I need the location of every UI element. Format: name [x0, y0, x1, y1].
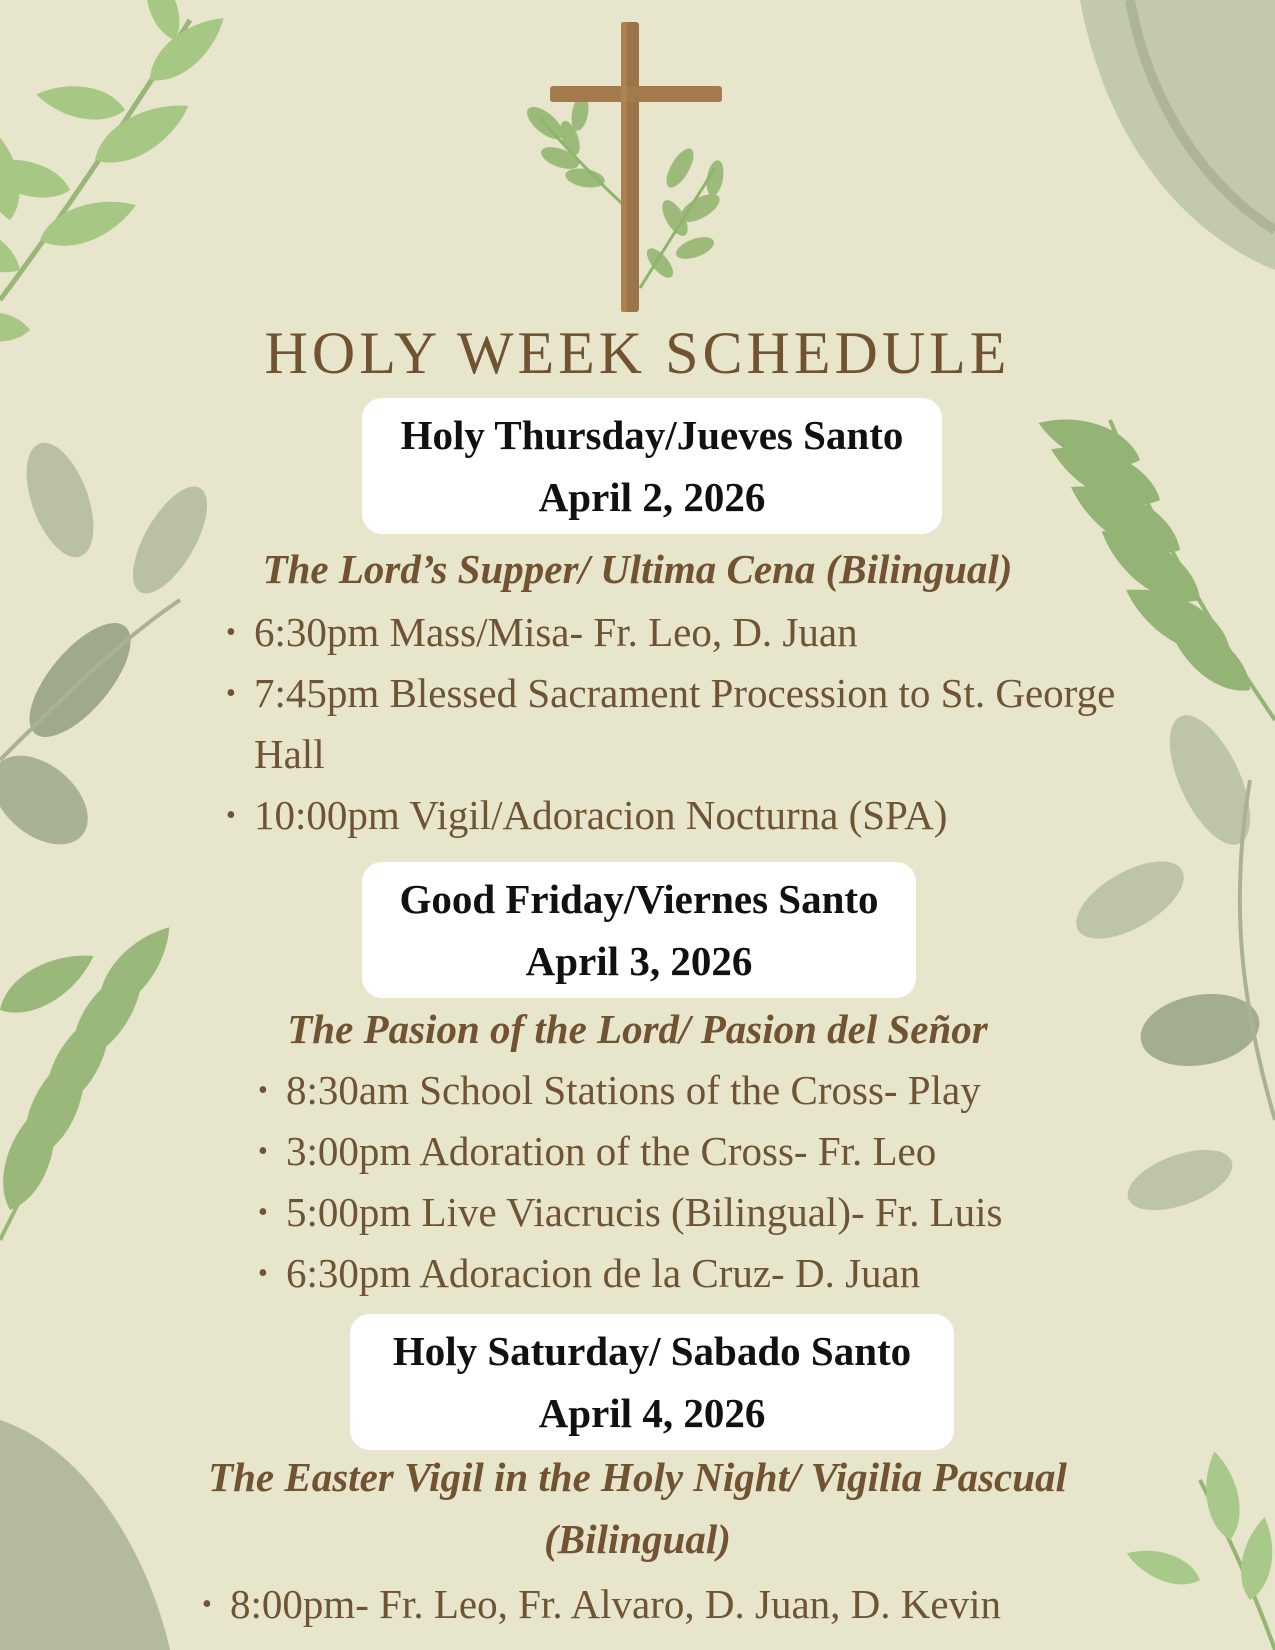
day-heading: Holy Thursday/Jueves Santo — [400, 412, 904, 458]
list-item: • 7:45pm Blessed Sacrament Procession to St. George Hall — [224, 663, 1124, 785]
day-date: April 2, 2026 — [538, 474, 766, 520]
day-heading-box — [350, 1314, 954, 1450]
list-item: • 6:30pm Mass/Misa- Fr. Leo, D. Juan — [224, 602, 1124, 663]
cross-icon — [515, 18, 755, 318]
list-item: • 6:30pm Adoracion de la Cruz- D. Juan — [256, 1243, 1156, 1304]
day-heading: Holy Saturday/ Sabado Santo — [392, 1328, 912, 1374]
list-item: • 8:30am School Stations of the Cross- Play — [256, 1060, 1156, 1121]
day-heading-box — [362, 398, 942, 534]
day-heading-box — [362, 862, 916, 998]
list-item: • 10:00pm Vigil/Adoracion Nocturna (SPA) — [224, 785, 1124, 846]
day-heading: Good Friday/Viernes Santo — [399, 876, 879, 922]
list-item: • 5:00pm Live Viacrucis (Bilingual)- Fr. Luis — [256, 1182, 1156, 1243]
day-date: April 3, 2026 — [525, 938, 753, 984]
service-title: The Lord’s Supper/ Ultima Cena (Bilingual) — [262, 546, 1013, 592]
schedule-list — [256, 1060, 1156, 1304]
schedule-list — [224, 602, 1124, 846]
service-title: The Pasion of the Lord/ Pasion del Señor — [287, 1006, 988, 1052]
list-item: • 8:00pm- Fr. Leo, Fr. Alvaro, D. Juan, D. Kevin — [200, 1574, 1200, 1635]
list-item: • 3:00pm Adoration of the Cross- Fr. Leo — [256, 1121, 1156, 1182]
page-title: HOLY WEEK SCHEDULE — [264, 320, 1011, 386]
schedule-list — [200, 1574, 1200, 1635]
day-date: April 4, 2026 — [538, 1390, 766, 1436]
service-title: The Easter Vigil in the Holy Night/ Vigilia Pascual (Bilingual) — [208, 1454, 1067, 1562]
